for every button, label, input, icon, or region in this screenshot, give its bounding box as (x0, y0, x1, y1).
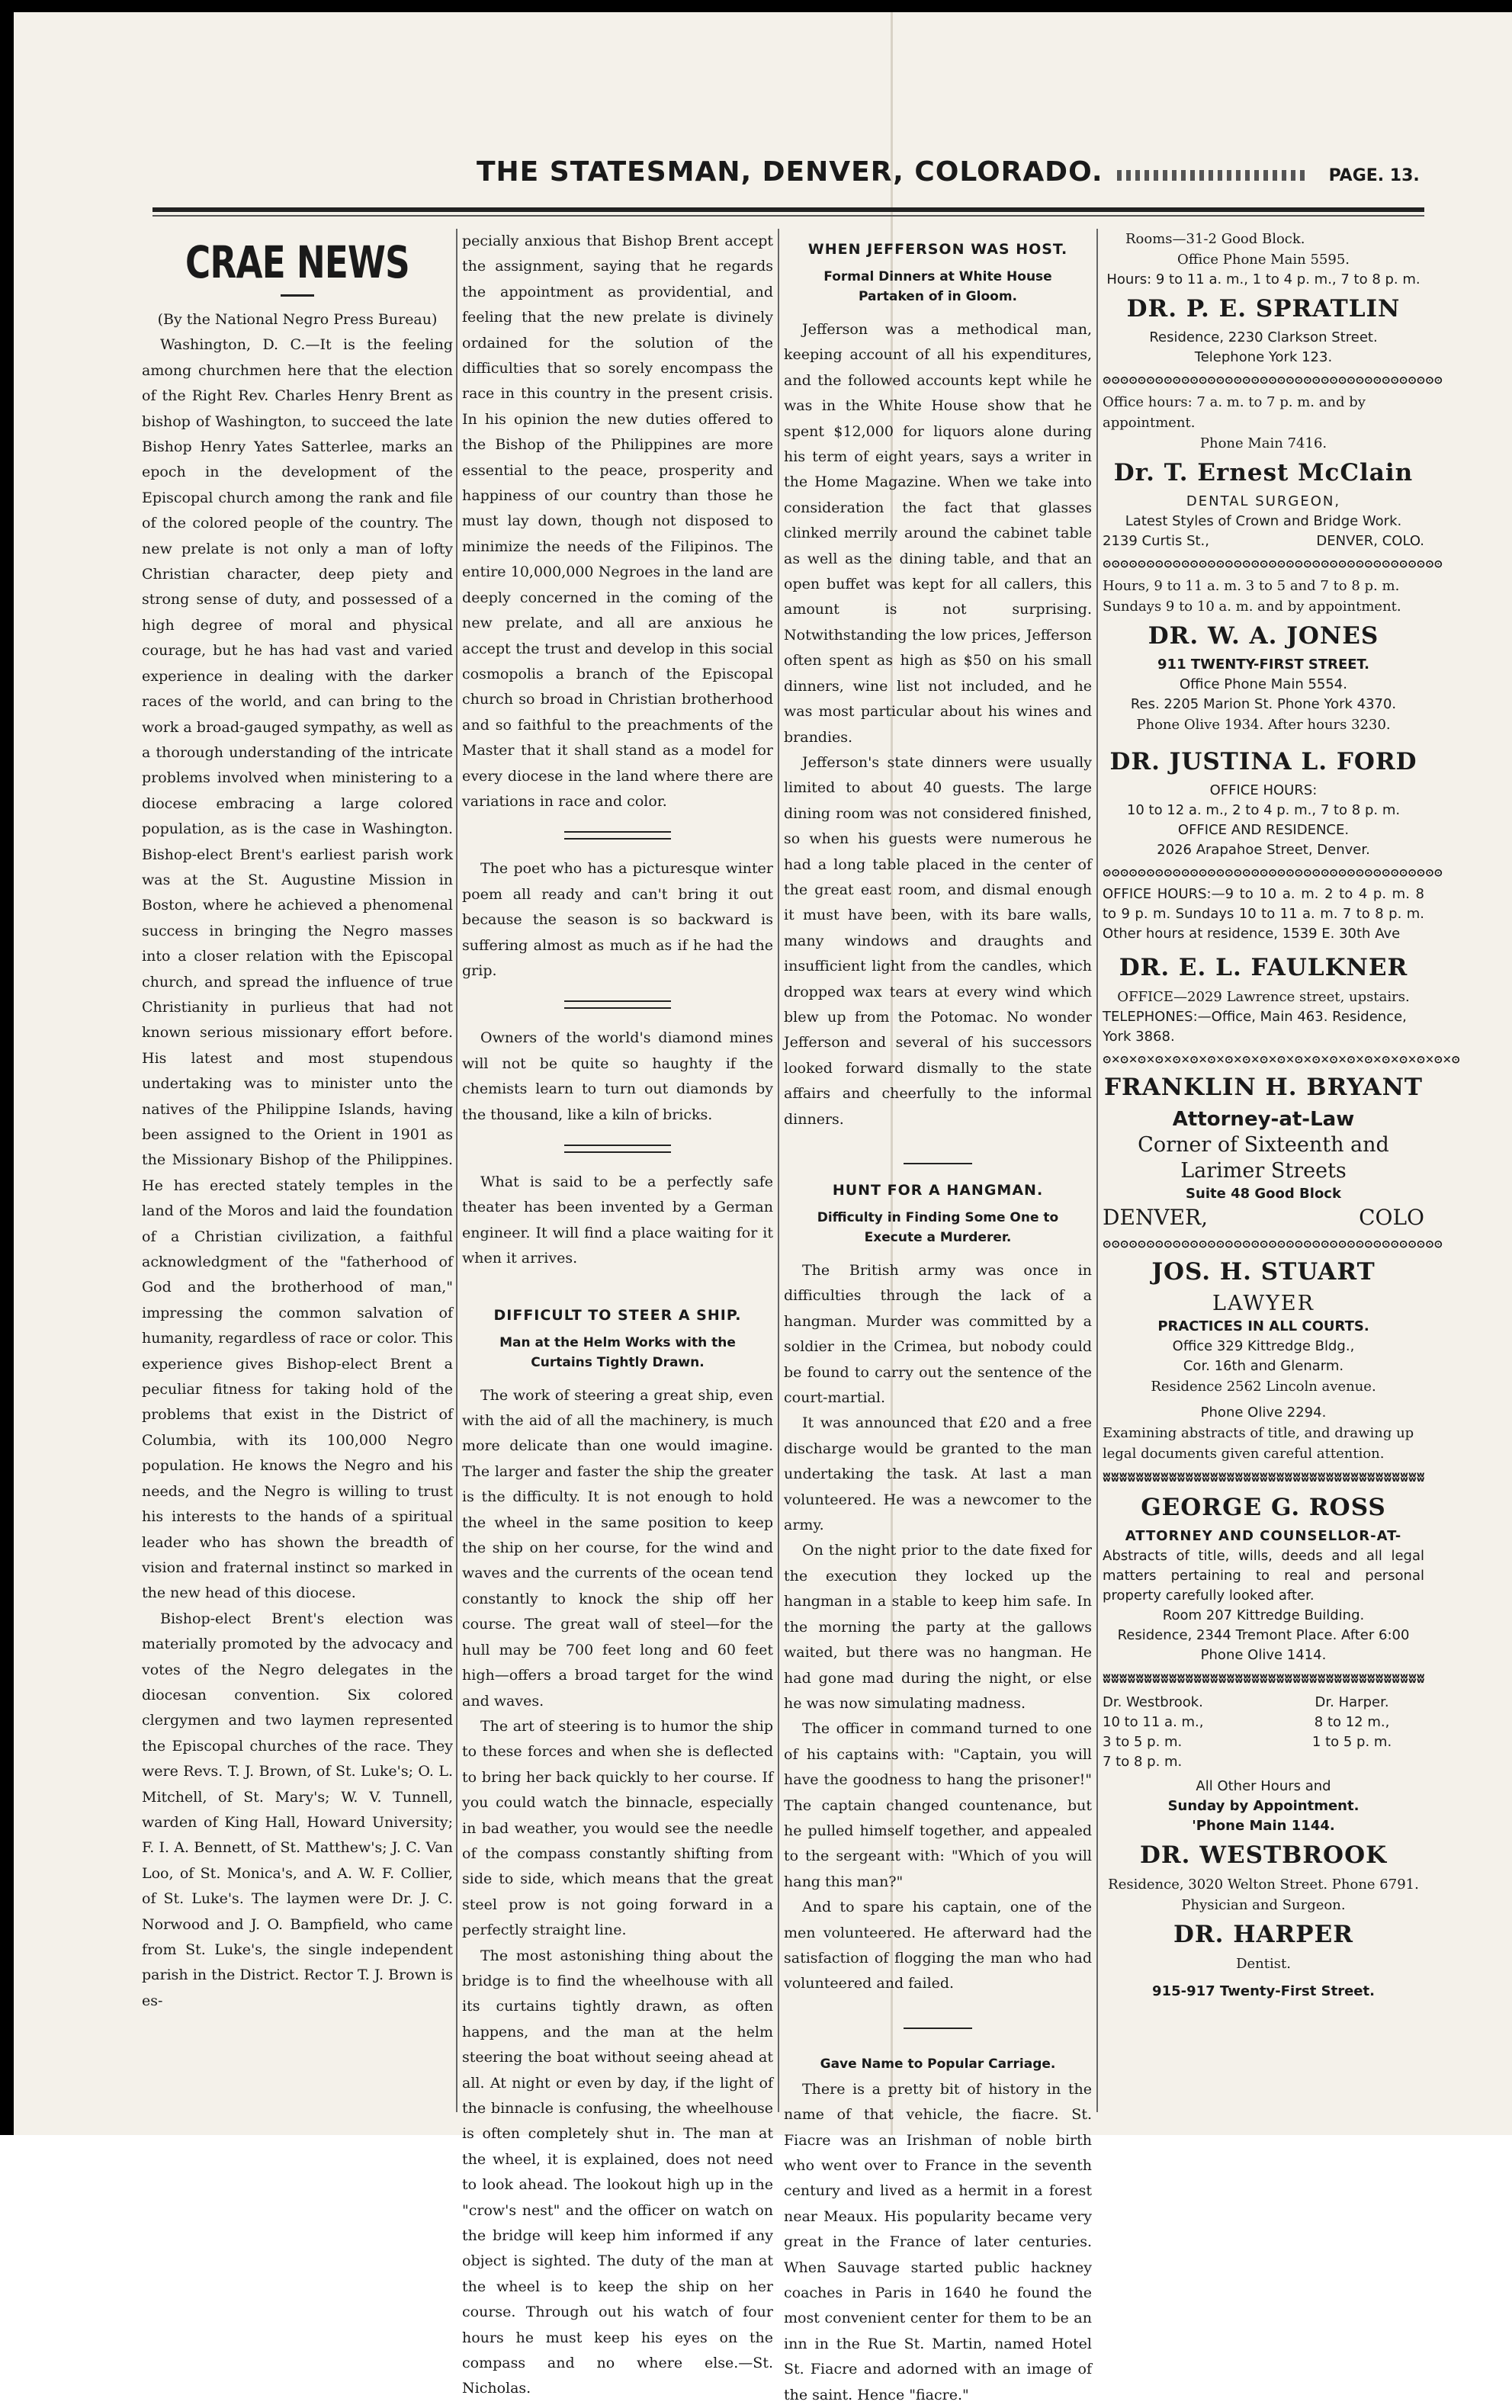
ad-line: 915-917 Twenty-First Street. (1152, 1983, 1375, 1999)
ad-line: Residence, 3020 Welton Street. Phone 6791. (1108, 1877, 1419, 1893)
article-subhead-jefferson: Formal Dinners at White House Partaken of in Gloom. (823, 269, 1052, 304)
ad-line: Office Phone Main 5554. (1180, 676, 1347, 692)
column-divider (1096, 229, 1098, 2112)
ad-line: TELEPHONES:—Office, Main 463. Residence, York 3868. (1103, 1009, 1407, 1045)
ad-line: Attorney-at-Law (1172, 1108, 1355, 1131)
ad-address-row (1103, 531, 1424, 551)
page-number: PAGE. 13. (1328, 166, 1420, 185)
ad-line: Physician and Surgeon. (1181, 1897, 1346, 1913)
ad-line: 8 to 12 m., (1314, 1714, 1390, 1730)
ad-name-mcclain: Dr. T. Ernest McClain (1113, 459, 1414, 486)
ad-line: 1 to 5 p. m. (1311, 1734, 1392, 1750)
ad-line: Sunday by Appointment. (1167, 1798, 1360, 1814)
masthead (477, 156, 1445, 194)
ad-line: 'Phone Main 1144. (1192, 1818, 1335, 1834)
scan-border-left (0, 0, 14, 2135)
ornament-rule: ʬʬʬʬʬʬʬʬʬʬʬʬʬʬʬʬʬʬʬʬʬʬʬʬʬʬʬʬʬʬʬʬʬʬʬʬʬʬʬ (1103, 1671, 1425, 1687)
column-3 (784, 229, 1092, 2403)
ad-line: ATTORNEY AND COUNSELLOR-AT- (1125, 1528, 1402, 1544)
masthead-rule-thin (152, 215, 1424, 217)
article-paragraph: The officer in command turned to one of his captains with: "Captain, you will have the goodness to hang the prisoner!" The captain changed countenance, but he pulled himself together, and appealed to the sergeant with: "Which of you will hang this man?" (784, 1720, 1092, 1890)
ad-line: 10 to 12 a. m., 2 to 4 p. m., 7 to 8 p. m. (1126, 802, 1401, 818)
ornament-rule: ʬʬʬʬʬʬʬʬʬʬʬʬʬʬʬʬʬʬʬʬʬʬʬʬʬʬʬʬʬʬʬʬʬʬʬʬʬʬʬ (1103, 1469, 1425, 1485)
ad-name-stuart: JOS. H. STUART (1151, 1258, 1376, 1286)
article-paragraph: There is a pretty bit of history in the name of that vehicle, the fiacre. St. Fiacre was an Irishman of noble birth who went over to France in the seventh century and lived as a hermit in a forest near Meaux. His popularity became very great in the France of later centuries. When Sauvage started public hackney coaches in Paris in 1640 he found the most convenient center for them to be an inn in the Rue St. Martin, named Hotel St. Fiacre and adorned with an image of the saint. Hence "fiacre." (784, 2080, 1092, 2403)
ad-line: Dentist. (1236, 1956, 1291, 1972)
ad-line: All Other Hours and (1196, 1778, 1331, 1794)
ad-line: Residence, 2344 Tremont Place. After 6:00 Phone Olive 1414. (1117, 1627, 1410, 1663)
section-rule (564, 831, 671, 840)
ad-line: Abstracts of title, wills, deeds and all legal matters pertaining to real and personal property carefully looked after. (1103, 1548, 1424, 1604)
section-rule (564, 1145, 671, 1153)
ad-line: Dr. Westbrook. (1103, 1694, 1203, 1710)
ad-line: OFFICE HOURS:—9 to 10 a. m. 2 to 4 p. m. 8 to 9 p. m. Sundays 10 to 11 a. m. 7 to 8 p. m. Other hours at residence, 1539 E. 30th Ave (1103, 886, 1424, 942)
article-headline-jefferson: WHEN JEFFERSON WAS HOST. (807, 241, 1068, 258)
article-subhead-hangman: Difficulty in Finding Some One to Execute a Murderer. (817, 1210, 1059, 1245)
article-paragraph: On the night prior to the date fixed for the execution they locked up the hangman in a stable to keep him safe. In the morning the party at the gallows waited, but there was no hangman. He had gone mad during the night, or else he was now simulating madness. (784, 1542, 1092, 1712)
article-paragraph: Jefferson was a methodical man, keeping account of all his expenditures, and the followed accounts kept while he was in the White House show that he spent $12,000 for liquors alone during his term of eight years, says a writer in the Home Magazine. When we take into consideration the fact that glasses clinked merrily around the cabinet table as well as the dining table, and that an open buffet was kept for all callers, this amount is not surprising. Notwithstanding the low prices, Jefferson often spent as high as $50 on his small dinners, wine list not included, and he was most particular about his wines and brandies. (784, 321, 1092, 746)
scan-border-top (0, 0, 1512, 12)
ad-name-spratlin: DR. P. E. SPRATLIN (1126, 295, 1401, 323)
ad-name-jones: DR. W. A. JONES (1148, 622, 1379, 650)
ad-line: Phone Main 7416. (1199, 435, 1327, 451)
ad-name-faulkner: DR. E. L. FAULKNER (1119, 954, 1408, 981)
ad-line: Office 329 Kittredge Bldg., (1172, 1338, 1355, 1354)
ad-line: Office hours: 7 a. m. to 7 p. m. and by appointment. (1103, 394, 1366, 431)
ad-name-westbrook: DR. WESTBROOK (1139, 1841, 1388, 1869)
spacer (462, 1272, 773, 1295)
column-1 (142, 229, 453, 2112)
article-headline-ship: DIFFICULT TO STEER A SHIP. (493, 1306, 742, 1324)
ad-line: Residence, 2230 Clarkson Street. (1149, 329, 1378, 345)
filler-theater: What is said to be a perfectly safe theater has been invented by a German engineer. It will find a place waiting for it when it arrives. (462, 1173, 773, 1267)
ad-line: Phone Olive 2294. (1200, 1405, 1327, 1421)
column-2 (462, 229, 773, 2397)
ornament-rule: ʘʘʘʘʘʘʘʘʘʘʘʘʘʘʘʘʘʘʘʘʘʘʘʘʘʘʘʘʘʘʘʘʘʘʘʘʘʘʘ (1103, 371, 1443, 388)
masthead-date-smudge (1117, 170, 1308, 181)
ad-line: 3 to 5 p. m. (1103, 1734, 1183, 1750)
article-paragraph: It was announced that £20 and a free discharge would be granted to the man undertaking the task. At last a man volunteered. He was a newcomer to the army. (784, 1414, 1092, 1534)
ad-name-ross: GEORGE G. ROSS (1141, 1494, 1386, 1521)
ad-line: LAWYER (1212, 1292, 1315, 1315)
article-paragraph: The work of steering a great ship, even with the aid of all the machinery, is much more delicate than one would imagine. The larger and faster the ship the greater is the difficulty. It is not enough to hold the wheel in the same position to keep the ship on her course, for the wind and waves and the currents of the ocean tend constantly to knock the ship off her course. The great wall of steel—for the hull may be 700 feet long and 60 feet high—offers a broad target for the wind and waves. (462, 1386, 773, 1710)
ad-line: DENVER, (1103, 1205, 1209, 1230)
masthead-rule (152, 207, 1424, 212)
article-byline: (By the National Negro Press Bureau) (157, 311, 438, 328)
ad-city-row (1103, 1204, 1424, 1231)
article-paragraph: Washington, D. C.—It is the feeling among churchmen here that the election of the Right Rev. Charles Henry Brent as bishop of Washington, to succeed the late Bishop Henry Yates Satterlee, marks an epoch in the development of the Episcopal church among the rank and file of the colored people of the country. The new prelate is not only a man of lofty Christian character, deep piety and strong sense of duty, and possessed of a high degree of moral and physical courage, but he has had vast and varied experience in dealing with the darker races of the world, and can bring to the work a broad-gauged sympathy, as well as a thorough understanding of the intricate problems involved when ministering to a diocese embracing a large colored population, as is the case in Washington. Bishop-elect Brent's earliest parish work was at the St. Augustine Mission in Boston, where he achieved a phenomenal success in bringing the Negro masses into a closer relation with the Episcopal church, and spread the influence of true Christianity in purlieus that had not known serious missionary effort before. His latest and most stupendous undertaking was to minister unto the natives of the Philippine Islands, having been assigned to the Orient in 1901 as the Missionary Bishop of the Philippines. He has erected stately temples in the land of the Moros and laid the foundation of a Christian civilization, a faithful acknowledgment of the "fatherhood of God and the brotherhood of man," impressing the common salvation of humanity, regardless of race or color. This experience gives Bishop-elect Brent a peculiar fitness for taking hold of the problems that exist in the District of Columbia, with its 100,000 Negro population. He knows the Negro and his needs, and the Negro is willing to trust his interests to the hands of a spiritual leader who has shown the breadth of vision and fraternal instinct so marked in the new head of this diocese. (142, 336, 453, 1602)
title-rule (281, 294, 314, 297)
ad-line: COLO (1359, 1205, 1424, 1230)
column-divider (456, 229, 457, 2112)
ornament-rule: ʘʘʘʘʘʘʘʘʘʘʘʘʘʘʘʘʘʘʘʘʘʘʘʘʘʘʘʘʘʘʘʘʘʘʘʘʘʘʘ (1103, 555, 1443, 572)
article-title-crae-news: CRAE NEWS (185, 236, 409, 288)
ad-line: Room 207 Kittredge Building. (1162, 1607, 1365, 1623)
ad-line: Residence 2562 Lincoln avenue. (1151, 1379, 1376, 1395)
article-headline-carriage: Gave Name to Popular Carriage. (820, 2056, 1056, 2072)
ad-line: Telephone York 123. (1194, 349, 1333, 365)
masthead-title: THE STATESMAN, DENVER, COLORADO. (477, 156, 1103, 188)
article-paragraph: Jefferson's state dinners were usually limited to about 40 guests. The large dining room was not considered finished, so when his guests were numerous he had a long table placed in the center of the great east room, and dismal enough it must have been, with its bare walls, many windows and draughts and insufficient light from the candles, which dropped wax tears at every wind which blew up from the Potomac. No wonder Jefferson and several of his successors looked forward dismally to the state affairs and cheerfully to the informal dinners. (784, 753, 1092, 1128)
filler-poet: The poet who has a picturesque winter poem all ready and can't bring it out because the season is so backward is suffering almost as much as if he had the grip. (462, 860, 773, 979)
ad-line: 2139 Curtis St., (1103, 533, 1209, 549)
ad-line: 911 TWENTY-FIRST STREET. (1157, 657, 1369, 673)
ad-line: Hours, 9 to 11 a. m. 3 to 5 and 7 to 8 p. m. Sundays 9 to 10 a. m. and by appointment. (1103, 578, 1401, 615)
ad-line: Dr. Harper. (1315, 1694, 1389, 1710)
ad-line: 2026 Arapahoe Street, Denver. (1157, 842, 1370, 858)
section-rule (564, 1000, 671, 1009)
article-paragraph: The art of steering is to humor the ship to these forces and when she is deflected to bring her back quickly to her course. If you could watch the binnacle, especially in bad weather, you would see the needle of the compass constantly shifting from side to side, which means that the great steel prow is not going forward in a perfectly straight line. (462, 1717, 773, 1939)
ad-line: Cor. 16th and Glenarm. (1183, 1358, 1344, 1374)
section-rule (904, 1163, 972, 1167)
ad-line: 7 to 8 p. m. (1103, 1754, 1183, 1770)
article-paragraph: pecially anxious that Bishop Brent accept the assignment, saying that he regards the appointment as providential, and feeling that the new prelate is divinely ordained for the solution of the difficulties that so sorely encompass the race in this country in the present crisis. In his opinion the new duties offered to the Bishop of the Philippines are more essential to the peace, prosperity and happiness of our country than those he must lay down, though not disposed to minimize the needs of the Filipinos. The entire 10,000,000 Negroes in the land are deeply concerned in the coming of the new prelate, and all are anxious he accept the trust and develop in this social cosmopolis a branch of the Episcopal church so broad in Christian brotherhood and so faithful to the preachments of the Master that it shall stand as a model for every diocese in the land where there are variations in race and color. (462, 233, 773, 810)
ad-line: Corner of Sixteenth and Larimer Streets (1138, 1133, 1389, 1183)
ad-name-ford: DR. JUSTINA L. FORD (1109, 748, 1417, 775)
ad-line: Latest Styles of Crown and Bridge Work. (1125, 513, 1402, 529)
ad-line: OFFICE—2029 Lawrence street, upstairs. (1117, 989, 1410, 1005)
column-4-directory (1103, 229, 1460, 2112)
ad-line: 10 to 11 a. m., (1103, 1714, 1204, 1730)
ad-line: Suite 48 Good Block (1186, 1186, 1341, 1202)
filler-diamond: Owners of the world's diamond mines will not be quite so haughty if the chemists learn to turn out diamonds by the thousand, like a kiln of bricks. (462, 1029, 773, 1123)
ad-line: Office Phone Main 5595. (1177, 252, 1350, 268)
ad-name-bryant: FRANKLIN H. BRYANT (1103, 1074, 1424, 1101)
ornament-rule: ʘʘʘʘʘʘʘʘʘʘʘʘʘʘʘʘʘʘʘʘʘʘʘʘʘʘʘʘʘʘʘʘʘʘʘʘʘʘʘ (1103, 1235, 1443, 1252)
ad-line: OFFICE HOURS: (1209, 782, 1318, 798)
section-rule (904, 2028, 972, 2031)
ad-line: DENVER, COLO. (1316, 533, 1424, 549)
article-headline-hangman: HUNT FOR A HANGMAN. (832, 1182, 1044, 1199)
article-paragraph: Bishop-elect Brent's election was materially promoted by the advocacy and votes of the Negro delegates in the diocesan convention. Six colored clergymen and two laymen represented the Episcopal churches of the race. They were Revs. T. J. Brown, of St. Luke's; O. L. Mitchell, of St. Mary's; W. V. Tunnell, warden of King Hall, Howard University; F. I. A. Bennett, of St. Matthew's; J. C. Van Loo, of St. Monica's, and A. W. F. Collier, of St. Luke's. The laymen were Dr. J. C. Norwood and J. O. Bampfield, who came from St. Luke's, the single independent parish in the District. Rector T. J. Brown is es- (142, 1610, 453, 2009)
ad-line: Phone Olive 1934. After hours 3230. (1136, 717, 1391, 733)
ad-hours-table (1103, 1693, 1424, 1772)
article-paragraph: And to spare his captain, one of the men volunteered. He afterward had the satisfaction of flogging the man who had volunteered and failed. (784, 1899, 1092, 1992)
ad-line: OFFICE AND RESIDENCE. (1177, 822, 1350, 838)
ad-line: Examining abstracts of title, and drawing up legal documents given careful attention. (1103, 1425, 1414, 1462)
ad-line: PRACTICES IN ALL COURTS. (1157, 1318, 1369, 1334)
column-divider (778, 229, 779, 2112)
article-paragraph: The British army was once in difficulties through the lack of a hangman. Murder was committed by a soldier in the Crimea, but nobody could be found to carry out the sentence of the court-martial. (784, 1262, 1092, 1407)
article-subhead-ship: Man at the Helm Works with the Curtains Tightly Drawn. (499, 1334, 736, 1370)
ad-line: DENTAL SURGEON, (1186, 493, 1341, 509)
article-paragraph: The most astonishing thing about the bridge is to find the wheelhouse with all its curtains tightly drawn, as often happens, and the man at the helm steering the boat without seeing ahead at all. At night or even by day, if the light of the binnacle is confusing, the wheelhouse is often completely shut in. The man at the wheel, it is explained, does not need to look ahead. The lookout high up in the "crow's nest" and the officer on watch on the bridge will keep him informed if any object is sighted. The duty of the man at the wheel is to keep the ship on her course. Through out his watch of four hours he must keep his eyes on the compass and no where else.—St. Nicholas. (462, 1947, 773, 2397)
ad-line: Hours: 9 to 11 a. m., 1 to 4 p. m., 7 to 8 p. m. (1106, 271, 1421, 287)
ad-line: Rooms—31-2 Good Block. (1125, 231, 1305, 247)
ad-name-harper: DR. HARPER (1173, 1921, 1354, 1948)
ad-line: Res. 2205 Marion St. Phone York 4370. (1130, 696, 1397, 712)
ornament-rule: ʘ×ʘ×ʘ×ʘ×ʘ×ʘ×ʘ×ʘ×ʘ×ʘ×ʘ×ʘ×ʘ×ʘ×ʘ×ʘ×ʘ×ʘ×ʘ×ʘ×ʘ (1103, 1051, 1460, 1068)
ornament-rule: ʘʘʘʘʘʘʘʘʘʘʘʘʘʘʘʘʘʘʘʘʘʘʘʘʘʘʘʘʘʘʘʘʘʘʘʘʘʘʘ (1103, 864, 1443, 881)
